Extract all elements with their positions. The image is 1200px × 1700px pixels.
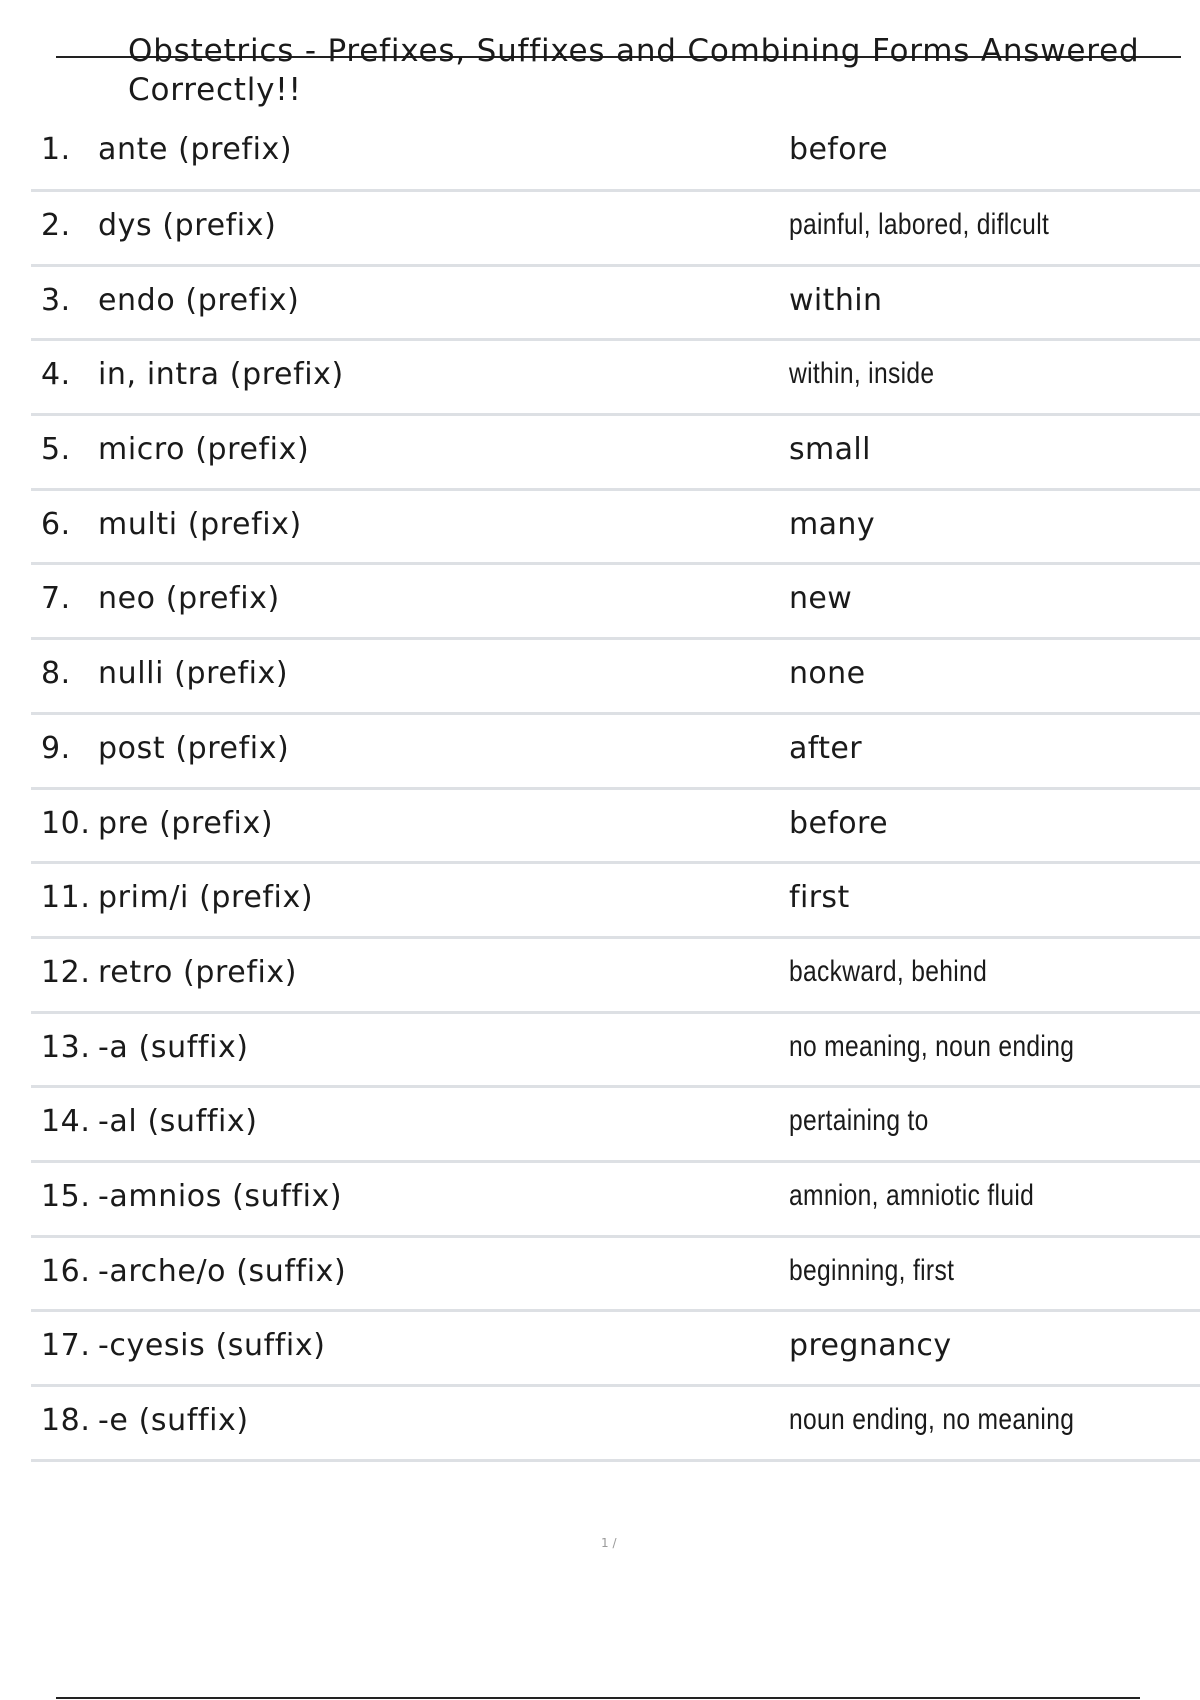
item-definition: noun ending, no meaning	[789, 1403, 1075, 1436]
item-definition: pertaining to	[789, 1104, 929, 1138]
list-item	[31, 189, 1200, 264]
item-definition: before	[789, 805, 888, 841]
item-term: -a (suffix)	[98, 1029, 249, 1065]
list-item	[31, 488, 1200, 563]
item-term: -cyesis (suffix)	[98, 1328, 326, 1364]
list-item	[31, 338, 1200, 413]
item-definition: beginning, first	[789, 1253, 955, 1287]
list-item	[31, 134, 1200, 189]
item-term: prim/i (prefix)	[98, 880, 314, 916]
item-number: 1.	[41, 134, 71, 167]
item-definition: small	[789, 432, 871, 468]
item-definition: after	[789, 730, 862, 766]
item-number: 2.	[41, 208, 71, 243]
list-item	[31, 1085, 1200, 1160]
list-item	[31, 861, 1200, 936]
item-term: neo (prefix)	[98, 581, 280, 617]
item-definition: none	[789, 656, 866, 692]
item-number: 16.	[41, 1253, 91, 1289]
item-number: 5.	[41, 432, 71, 468]
item-definition: within, inside	[789, 357, 935, 391]
item-number: 3.	[41, 282, 71, 318]
terms-list	[31, 134, 1200, 1462]
item-number: 13.	[41, 1029, 91, 1065]
item-definition: painful, labored, diflcult	[789, 208, 1050, 241]
item-definition: pregnancy	[789, 1328, 952, 1364]
item-definition: before	[789, 134, 888, 167]
item-term: endo (prefix)	[98, 282, 300, 318]
list-item	[31, 1235, 1200, 1310]
list-item	[31, 1160, 1200, 1235]
footer-rule	[56, 1697, 1140, 1699]
list-item	[31, 712, 1200, 787]
item-definition: amnion, amniotic fluid	[789, 1178, 1035, 1212]
item-term: retro (prefix)	[98, 954, 298, 990]
item-definition: first	[789, 880, 850, 916]
item-definition: backward, behind	[789, 954, 988, 988]
item-term: -arche/o (suffix)	[98, 1253, 347, 1289]
page-title: Obstetrics - Prefixes, Suffixes and Combining Forms Answered Correctly!!	[128, 33, 1140, 108]
item-term: dys (prefix)	[98, 208, 277, 243]
list-item	[31, 413, 1200, 488]
item-definition: new	[789, 581, 853, 617]
list-item	[31, 264, 1200, 339]
page-number: 1 /	[601, 1536, 617, 1550]
item-term: pre (prefix)	[98, 805, 274, 841]
list-item	[31, 1309, 1200, 1384]
list-item	[31, 787, 1200, 862]
list-item	[31, 1011, 1200, 1086]
item-number: 15.	[41, 1178, 91, 1214]
item-term: ante (prefix)	[98, 134, 293, 167]
item-term: -al (suffix)	[98, 1104, 258, 1140]
item-term: -amnios (suffix)	[98, 1178, 343, 1214]
item-number: 9.	[41, 730, 71, 766]
item-number: 7.	[41, 581, 71, 617]
item-number: 8.	[41, 656, 71, 692]
item-number: 14.	[41, 1104, 91, 1140]
item-number: 17.	[41, 1328, 91, 1364]
list-item	[31, 562, 1200, 637]
item-number: 11.	[41, 880, 91, 916]
item-definition: no meaning, noun ending	[789, 1029, 1075, 1063]
item-number: 12.	[41, 954, 91, 990]
item-term: multi (prefix)	[98, 506, 302, 542]
item-term: in, intra (prefix)	[98, 357, 344, 393]
item-term: post (prefix)	[98, 730, 290, 766]
item-term: nulli (prefix)	[98, 656, 289, 692]
item-term: -e (suffix)	[98, 1403, 249, 1438]
item-definition: many	[789, 506, 875, 542]
item-number: 6.	[41, 506, 71, 542]
list-item	[31, 1384, 1200, 1462]
item-number: 10.	[41, 805, 91, 841]
list-item	[31, 637, 1200, 712]
item-number: 4.	[41, 357, 71, 393]
list-item	[31, 936, 1200, 1011]
item-term: micro (prefix)	[98, 432, 310, 468]
item-number: 18.	[41, 1403, 91, 1438]
item-definition: within	[789, 282, 883, 318]
